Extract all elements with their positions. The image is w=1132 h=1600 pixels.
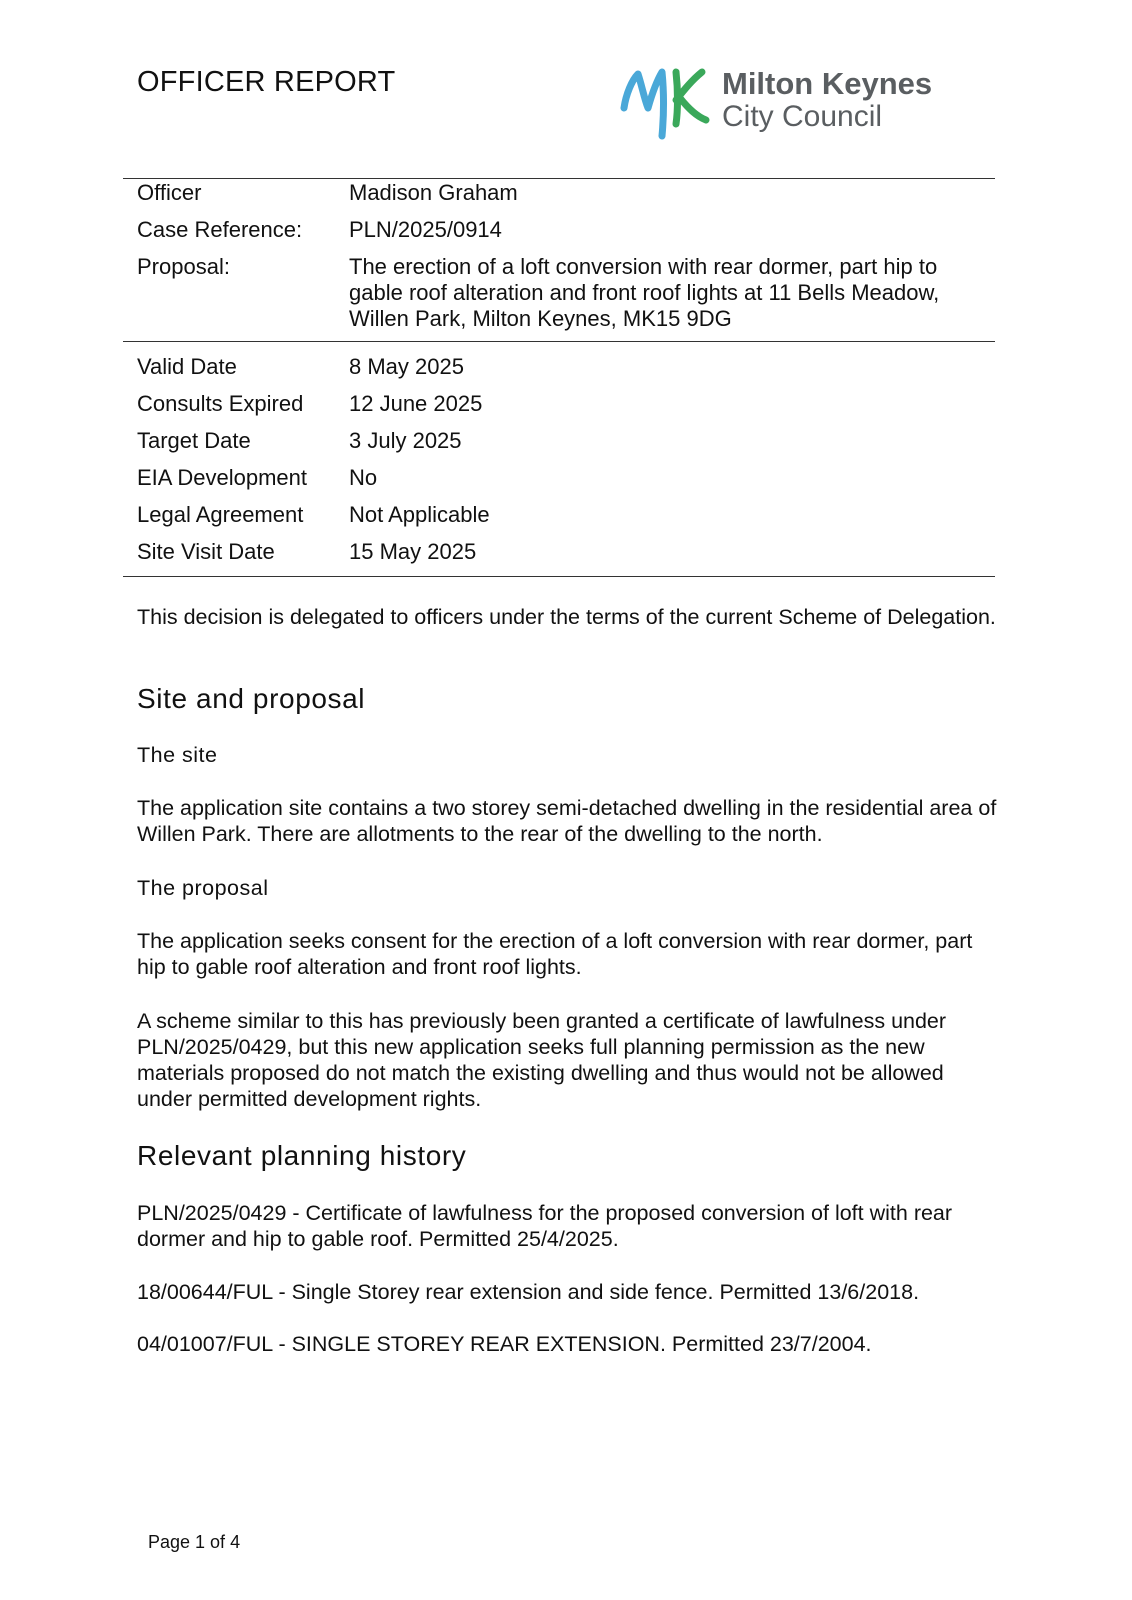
section-heading-planning-history: Relevant planning history (137, 1140, 467, 1171)
date-value: 3 July 2025 (349, 428, 462, 453)
logo-name-line2: City Council (722, 100, 883, 133)
history-item: PLN/2025/0429 - Certificate of lawfulness for the proposed conversion of loft with rear dormer and hip to gable roof. Permitted 25/4/2025. (137, 1201, 953, 1251)
logo-name-line1: Milton Keynes (722, 66, 933, 101)
date-value: Not Applicable (349, 502, 490, 527)
date-value: 8 May 2025 (349, 354, 464, 379)
detail-value: PLN/2025/0914 (349, 217, 502, 242)
divider (123, 178, 995, 179)
date-value: 15 May 2025 (349, 539, 477, 564)
subheading-the-proposal: The proposal (137, 876, 269, 900)
date-label: Target Date (137, 428, 251, 453)
section-heading-site-and-proposal: Site and proposal (137, 683, 366, 714)
site-text: The application site contains a two storey semi-detached dwelling in the residential area of Willen Park. There are allotments to the rear of the dwelling to the north. (137, 796, 997, 846)
divider (123, 341, 995, 342)
delegation-text: This decision is delegated to officers under the terms of the current Scheme of Delegation. (137, 605, 996, 629)
mk-logo-icon (618, 64, 714, 142)
date-label: Legal Agreement (137, 502, 304, 527)
detail-value: Madison Graham (349, 180, 518, 205)
detail-label: Proposal: (137, 254, 230, 279)
subheading-the-site: The site (137, 743, 218, 767)
date-label: Consults Expired (137, 391, 304, 416)
detail-value: The erection of a loft conversion with rear dormer, part hip to gable roof alteration and front roof lights at 11 Bells Meadow, Willen Park, Milton Keynes, MK15 9DG (349, 254, 940, 331)
council-logo (618, 64, 998, 144)
date-value: 12 June 2025 (349, 391, 483, 416)
proposal-text-2: A scheme similar to this has previously been granted a certificate of lawfulness under PLN/2025/0429, but this new application seeks full planning permission as the new materials proposed do not match the existing dwelling and thus would not be allowed under permitted development rights. (137, 1009, 947, 1111)
detail-label: Case Reference: (137, 217, 303, 242)
detail-label: Officer (137, 180, 202, 205)
history-item: 18/00644/FUL - Single Storey rear extension and side fence. Permitted 13/6/2018. (137, 1280, 920, 1304)
date-label: EIA Development (137, 465, 307, 490)
proposal-text-1: The application seeks consent for the erection of a loft conversion with rear dormer, part hip to gable roof alteration and front roof lights. (137, 929, 973, 979)
history-item: 04/01007/FUL - SINGLE STOREY REAR EXTENSION. Permitted 23/7/2004. (137, 1332, 872, 1356)
date-label: Valid Date (137, 354, 237, 379)
page-number: Page 1 of 4 (148, 1532, 241, 1552)
date-label: Site Visit Date (137, 539, 275, 564)
date-value: No (349, 465, 378, 490)
divider (123, 576, 995, 577)
page-title: OFFICER REPORT (137, 66, 396, 98)
